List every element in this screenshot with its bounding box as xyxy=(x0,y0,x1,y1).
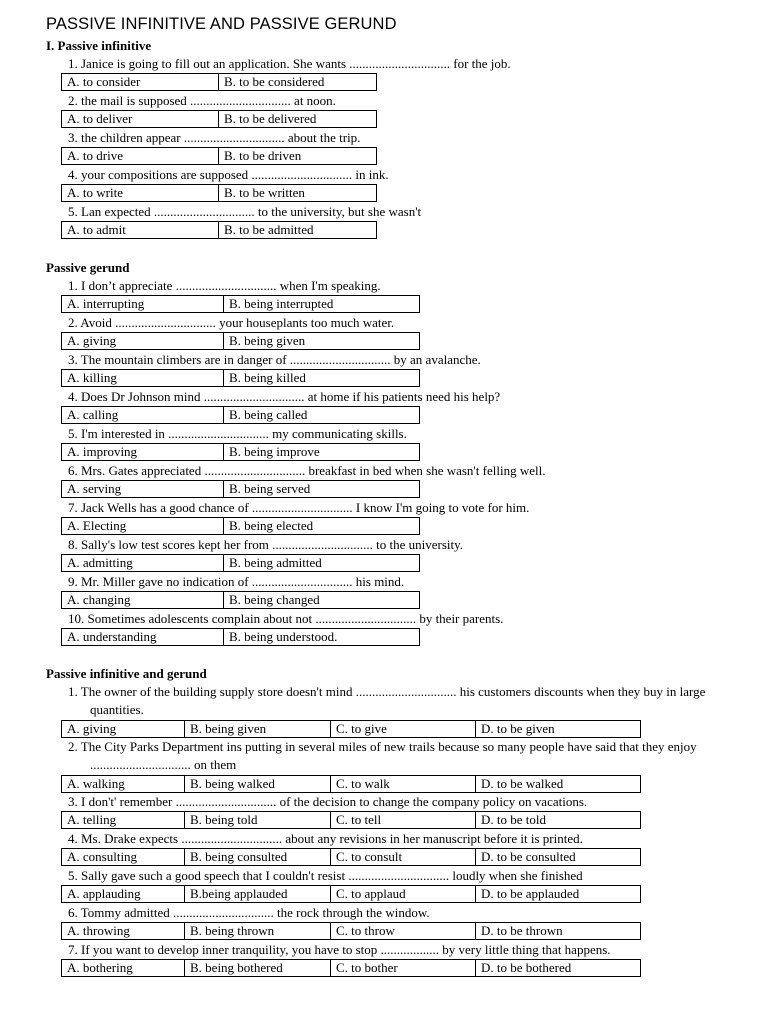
question-text: 7. If you want to develop inner tranquility, you have to stop .................. by very little thing that happens. xyxy=(68,942,611,957)
option-a[interactable]: A. giving xyxy=(62,333,224,350)
option-b[interactable]: B. being improve xyxy=(224,444,420,461)
answer-options xyxy=(61,591,420,609)
option-d[interactable]: D. to be thrown xyxy=(476,923,641,940)
question-text: 6. Tommy admitted ............................... the rock through the window. xyxy=(68,905,430,920)
option-b[interactable]: B.being applauded xyxy=(185,886,331,903)
option-d[interactable]: D. to be told xyxy=(476,812,641,829)
question-text xyxy=(68,683,738,719)
option-a[interactable]: A. Electing xyxy=(62,518,224,535)
answer-options xyxy=(61,885,641,903)
question-text-body: 2. The City Parks Department ins putting in several miles of new trails because so many people have said that they enjoy ............................... on them xyxy=(68,739,697,772)
question-text: 5. Lan expected ............................... to the university, but she wasn't xyxy=(68,204,422,219)
option-b[interactable]: B. to be written xyxy=(219,185,377,202)
option-a[interactable]: A. to deliver xyxy=(62,111,219,128)
answer-options xyxy=(61,184,377,202)
answer-options xyxy=(61,628,420,646)
option-b[interactable]: B. being walked xyxy=(185,776,331,793)
answer-options xyxy=(61,848,641,866)
question-text: 1. Janice is going to fill out an application. She wants ............................... for the job. xyxy=(68,56,511,71)
option-b[interactable]: B. to be delivered xyxy=(219,111,377,128)
option-c[interactable]: C. to walk xyxy=(331,776,476,793)
section-heading-passive-infinitive: I. Passive infinitive xyxy=(46,38,152,53)
option-a[interactable]: A. telling xyxy=(62,812,185,829)
option-a[interactable]: A. consulting xyxy=(62,849,185,866)
question-text: 10. Sometimes adolescents complain about not ............................... by their parents. xyxy=(68,611,504,626)
answer-options xyxy=(61,922,641,940)
answer-options xyxy=(61,221,377,239)
option-a[interactable]: A. giving xyxy=(62,721,185,738)
option-d[interactable]: D. to be bothered xyxy=(476,960,641,977)
option-d[interactable]: D. to be consulted xyxy=(476,849,641,866)
option-d[interactable]: D. to be walked xyxy=(476,776,641,793)
option-a[interactable]: A. throwing xyxy=(62,923,185,940)
option-c[interactable]: C. to tell xyxy=(331,812,476,829)
option-b[interactable]: B. being changed xyxy=(224,592,420,609)
answer-options xyxy=(61,73,377,91)
answer-options xyxy=(61,775,641,793)
option-a[interactable]: A. to drive xyxy=(62,148,219,165)
question-text: 4. Ms. Drake expects ............................... about any revisions in her manuscript before it is printed. xyxy=(68,831,583,846)
option-b[interactable]: B. being given xyxy=(185,721,331,738)
answer-options xyxy=(61,480,420,498)
question-text: 5. I'm interested in ............................... my communicating skills. xyxy=(68,426,407,441)
option-d[interactable]: D. to be applauded xyxy=(476,886,641,903)
answer-options xyxy=(61,811,641,829)
question-text: 3. the children appear ............................... about the trip. xyxy=(68,130,361,145)
option-c[interactable]: C. to throw xyxy=(331,923,476,940)
answer-options xyxy=(61,720,641,738)
option-b[interactable]: B. being told xyxy=(185,812,331,829)
option-a[interactable]: A. bothering xyxy=(62,960,185,977)
option-c[interactable]: C. to give xyxy=(331,721,476,738)
option-a[interactable]: A. understanding xyxy=(62,629,224,646)
option-a[interactable]: A. to write xyxy=(62,185,219,202)
question-text: 8. Sally's low test scores kept her from ............................... to the university. xyxy=(68,537,464,552)
option-c[interactable]: C. to bother xyxy=(331,960,476,977)
answer-options xyxy=(61,147,377,165)
option-a[interactable]: A. improving xyxy=(62,444,224,461)
answer-options xyxy=(61,295,420,313)
option-b[interactable]: B. being consulted xyxy=(185,849,331,866)
section-heading-passive-infinitive-and-gerund: Passive infinitive and gerund xyxy=(46,666,207,681)
option-a[interactable]: A. serving xyxy=(62,481,224,498)
answer-options xyxy=(61,959,641,977)
option-a[interactable]: A. to consider xyxy=(62,74,219,91)
option-b[interactable]: B. being admitted xyxy=(224,555,420,572)
option-a[interactable]: A. applauding xyxy=(62,886,185,903)
answer-options xyxy=(61,369,420,387)
option-b[interactable]: B. to be considered xyxy=(219,74,377,91)
answer-options xyxy=(61,406,420,424)
option-b[interactable]: B. being thrown xyxy=(185,923,331,940)
option-c[interactable]: C. to consult xyxy=(331,849,476,866)
question-text: 3. The mountain climbers are in danger of ............................... by an avalanche. xyxy=(68,352,481,367)
page-title: PASSIVE INFINITIVE AND PASSIVE GERUND xyxy=(46,15,397,33)
option-a[interactable]: A. calling xyxy=(62,407,224,424)
option-b[interactable]: B. to be admitted xyxy=(219,222,377,239)
question-text: 9. Mr. Miller gave no indication of ............................... his mind. xyxy=(68,574,405,589)
option-a[interactable]: A. walking xyxy=(62,776,185,793)
answer-options xyxy=(61,443,420,461)
question-text xyxy=(68,738,738,774)
answer-options xyxy=(61,332,420,350)
answer-options xyxy=(61,110,377,128)
option-b[interactable]: B. being bothered xyxy=(185,960,331,977)
question-text: 3. I don't' remember ............................... of the decision to change the company policy on vacations. xyxy=(68,794,588,809)
section-heading-passive-gerund: Passive gerund xyxy=(46,260,130,275)
option-b[interactable]: B. being killed xyxy=(224,370,420,387)
question-text: 4. Does Dr Johnson mind ............................... at home if his patients need his help? xyxy=(68,389,501,404)
option-d[interactable]: D. to be given xyxy=(476,721,641,738)
option-a[interactable]: A. changing xyxy=(62,592,224,609)
option-a[interactable]: A. killing xyxy=(62,370,224,387)
question-text: 6. Mrs. Gates appreciated ............................... breakfast in bed when she wasn't felling well. xyxy=(68,463,546,478)
question-text: 4. your compositions are supposed ............................... in ink. xyxy=(68,167,389,182)
option-b[interactable]: B. being elected xyxy=(224,518,420,535)
answer-options xyxy=(61,554,420,572)
option-a[interactable]: A. admitting xyxy=(62,555,224,572)
question-text: 2. Avoid ............................... your houseplants too much water. xyxy=(68,315,395,330)
option-b[interactable]: B. being called xyxy=(224,407,420,424)
option-b[interactable]: B. being given xyxy=(224,333,420,350)
answer-options xyxy=(61,517,420,535)
option-b[interactable]: B. being interrupted xyxy=(224,296,420,313)
option-a[interactable]: A. to admit xyxy=(62,222,219,239)
question-text: 7. Jack Wells has a good chance of ............................... I know I'm going to vote for him. xyxy=(68,500,530,515)
question-text: 5. Sally gave such a good speech that I couldn't resist ............................... loudly when she finished xyxy=(68,868,583,883)
question-text-body: 1. The owner of the building supply store doesn't mind ............................... his customers discounts when they buy in large quantities. xyxy=(68,684,706,717)
option-b[interactable]: B. being understood. xyxy=(224,629,420,646)
option-c[interactable]: C. to applaud xyxy=(331,886,476,903)
option-b[interactable]: B. being served xyxy=(224,481,420,498)
question-text: 2. the mail is supposed ............................... at noon. xyxy=(68,93,336,108)
option-b[interactable]: B. to be driven xyxy=(219,148,377,165)
question-text: 1. I don’t appreciate ............................... when I'm speaking. xyxy=(68,278,381,293)
option-a[interactable]: A. interrupting xyxy=(62,296,224,313)
